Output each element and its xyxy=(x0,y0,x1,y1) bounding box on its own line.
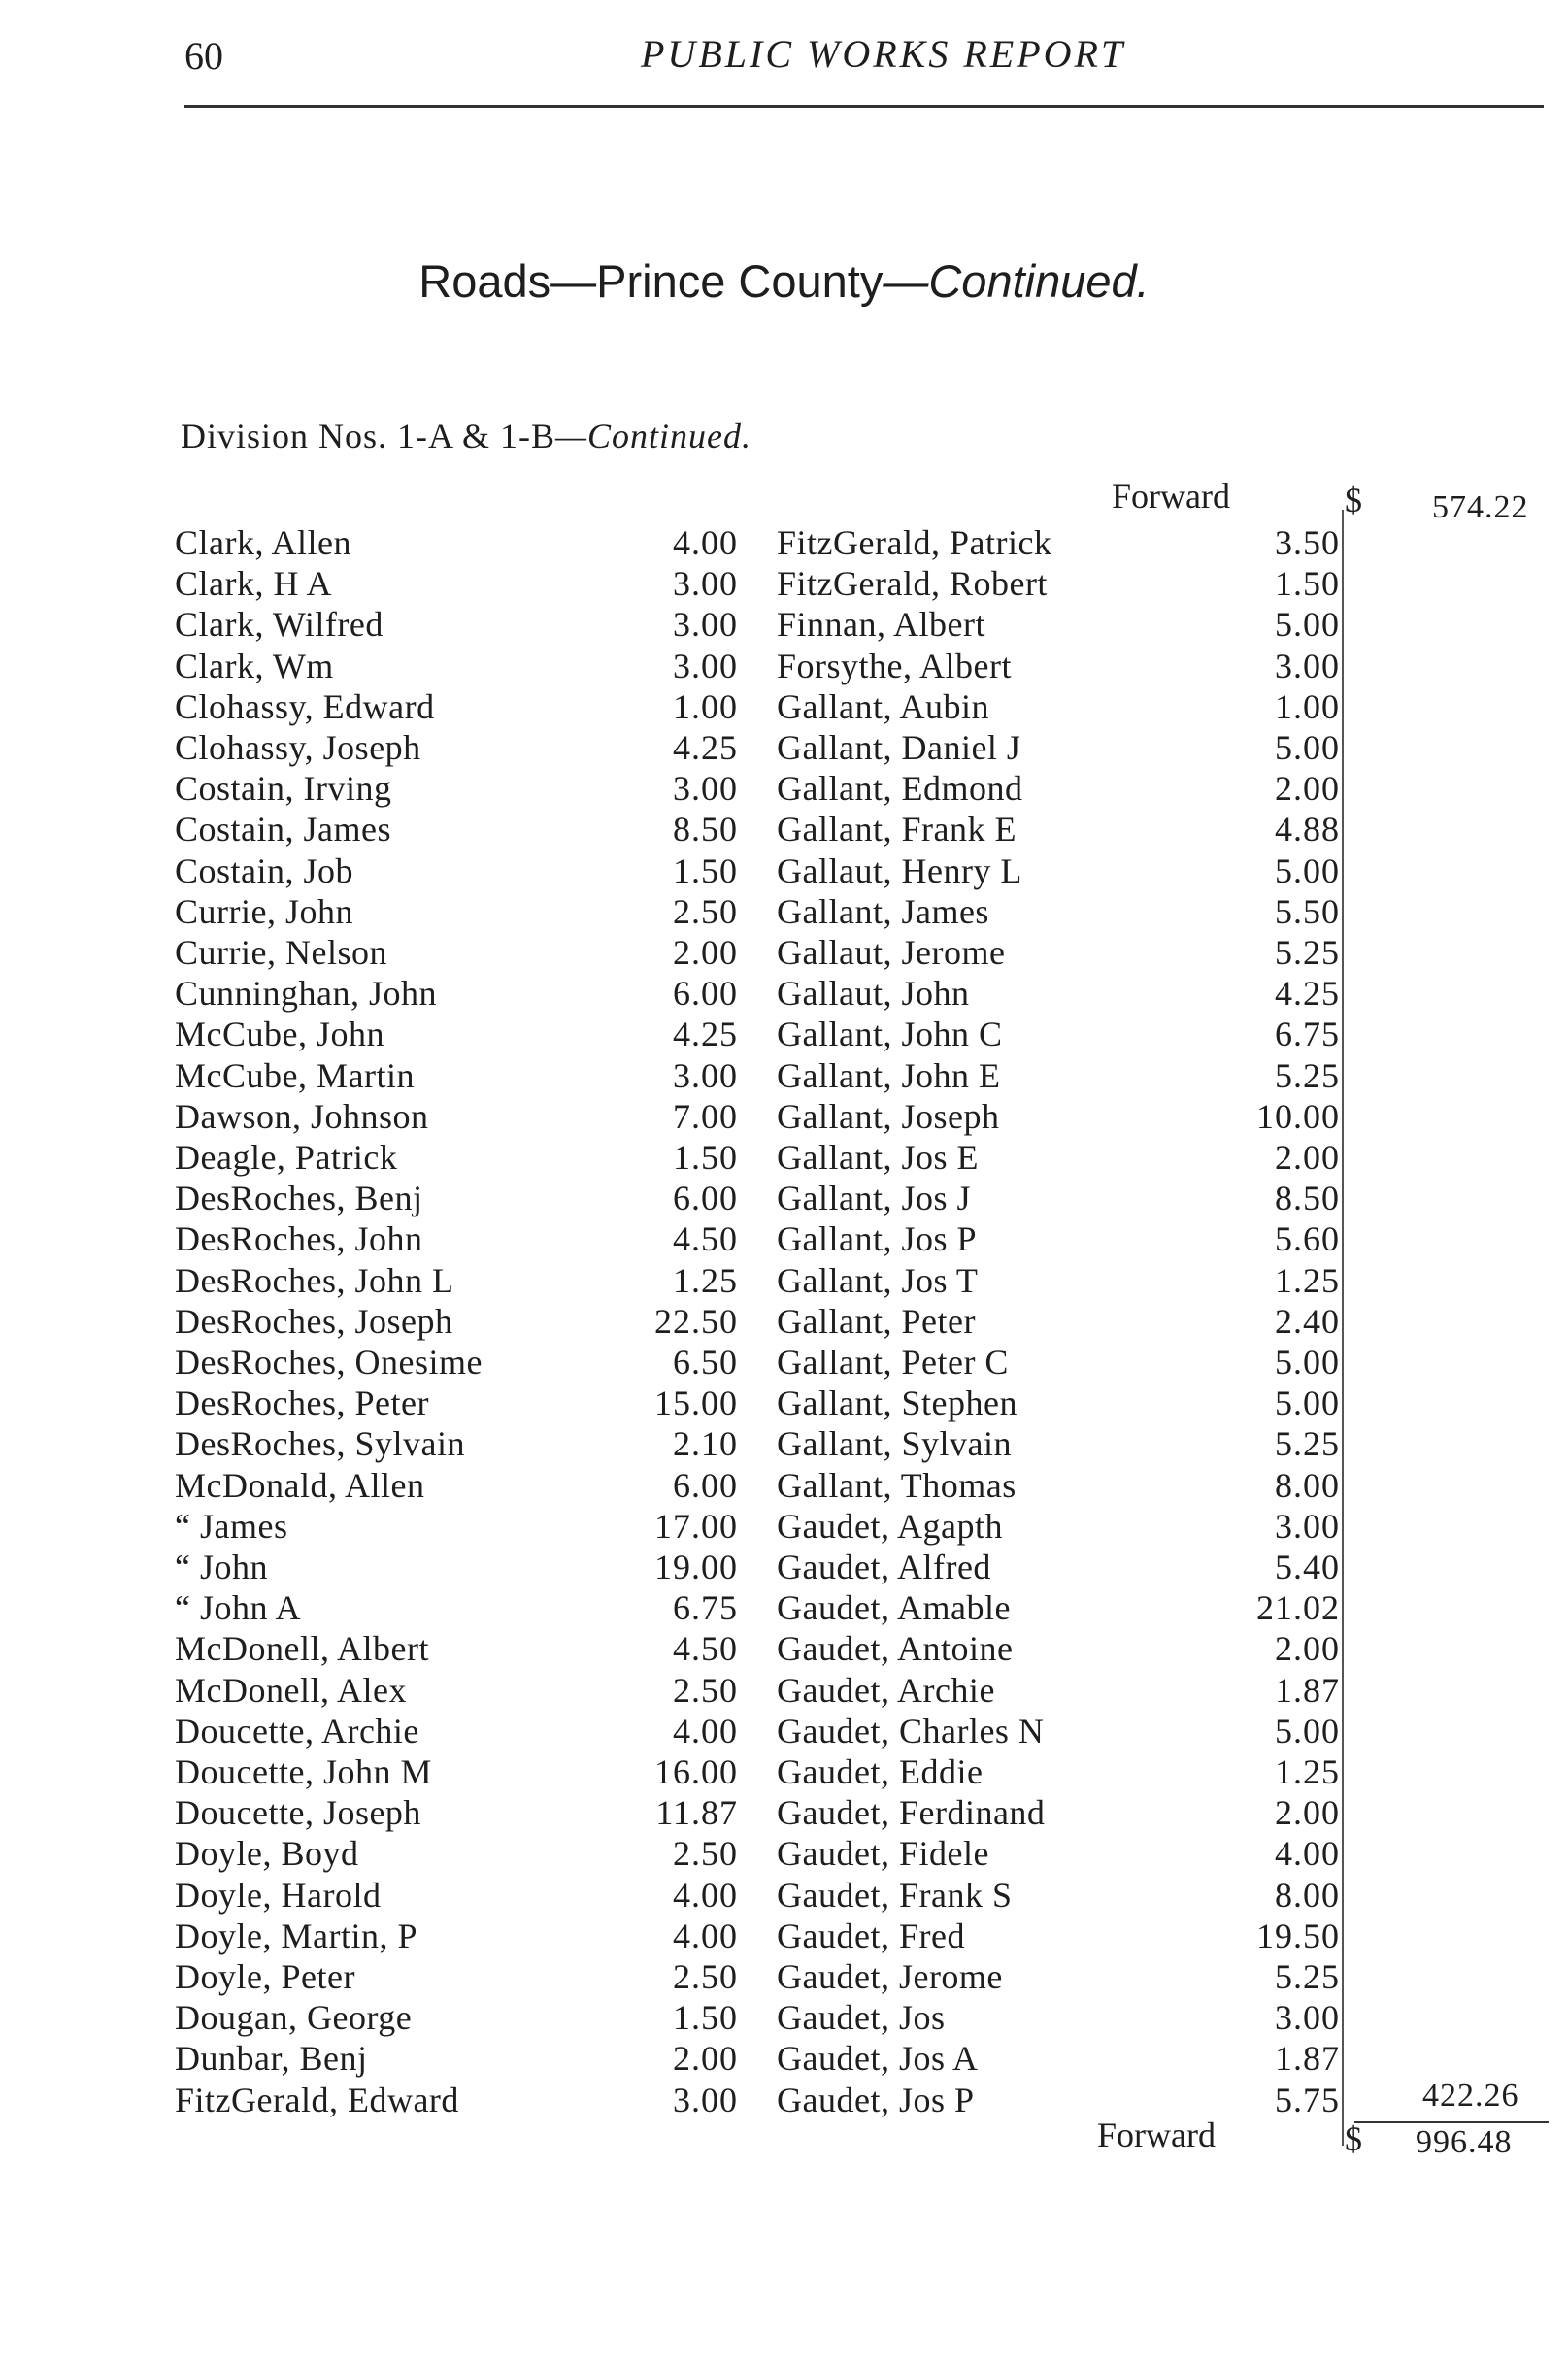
payee-name: “ James xyxy=(175,1506,288,1546)
payment-amount: 6.50 xyxy=(673,1343,738,1382)
payee-name: Clohassy, Edward xyxy=(175,686,435,726)
payee-name: DesRoches, Benj xyxy=(175,1179,423,1218)
payment-amount: 5.25 xyxy=(1275,1055,1340,1095)
left-column-row xyxy=(0,1547,738,1587)
payment-amount: 19.50 xyxy=(1256,1916,1340,1955)
payee-name: Gaudet, Fidele xyxy=(777,1834,989,1874)
left-column-row xyxy=(0,1833,738,1874)
payment-amount: 5.25 xyxy=(1275,933,1340,972)
right-column-row xyxy=(777,809,1340,850)
payee-name: “ John xyxy=(175,1548,268,1586)
payment-amount: 15.00 xyxy=(654,1383,738,1423)
right-column-row xyxy=(777,1218,1340,1259)
payment-amount: 2.00 xyxy=(673,933,738,972)
payee-name: DesRoches, Sylvain xyxy=(175,1424,465,1464)
payee-name: Gaudet, Antoine xyxy=(777,1629,1014,1669)
right-column-row xyxy=(777,522,1340,563)
forward-amount-top: 574.22 xyxy=(1432,489,1529,525)
left-column-row xyxy=(0,1997,738,2038)
right-column-row xyxy=(777,1383,1340,1423)
payee-name: Gallant, Jos T xyxy=(777,1260,979,1300)
left-column-row xyxy=(0,646,738,686)
left-column-row xyxy=(0,932,738,973)
payee-name: DesRoches, Peter xyxy=(175,1383,429,1423)
left-column-row xyxy=(0,2038,738,2079)
left-column-row xyxy=(0,1096,738,1137)
payment-amount: 6.00 xyxy=(673,1465,738,1505)
right-column-row xyxy=(777,686,1340,727)
right-column-row xyxy=(777,973,1340,1014)
division-heading xyxy=(181,416,751,456)
payee-name: FitzGerald, Edward xyxy=(175,2080,459,2119)
payment-amount: 4.25 xyxy=(673,728,738,767)
forward-label-top: Forward xyxy=(1112,477,1230,516)
payment-amount: 2.10 xyxy=(673,1424,738,1464)
payment-amount: 1.50 xyxy=(673,1998,738,2038)
payment-amount: 1.87 xyxy=(1275,2039,1340,2079)
payment-amount: 2.50 xyxy=(673,1670,738,1710)
payee-name: Gaudet, Alfred xyxy=(777,1548,991,1586)
left-column-row xyxy=(0,1711,738,1751)
payee-name: Doyle, Martin, P xyxy=(175,1916,417,1955)
payee-name: Gallant, Peter xyxy=(777,1301,976,1341)
payee-name: Gaudet, Charles N xyxy=(777,1711,1045,1750)
payment-amount: 11.87 xyxy=(655,1793,738,1833)
payment-amount: 5.40 xyxy=(1275,1548,1340,1586)
left-column-row xyxy=(0,2080,738,2120)
left-column-row xyxy=(0,1014,738,1054)
payee-name: “ John A xyxy=(175,1588,301,1628)
payee-name: McDonell, Alex xyxy=(175,1670,407,1710)
payee-name: Gallant, Aubin xyxy=(777,686,989,726)
payment-amount: 8.00 xyxy=(1275,1875,1340,1915)
payment-amount: 8.50 xyxy=(1275,1179,1340,1218)
payment-amount: 8.00 xyxy=(1275,1465,1340,1505)
payment-amount: 5.25 xyxy=(1275,1424,1340,1464)
right-column-row xyxy=(777,1711,1340,1751)
right-column-row xyxy=(777,563,1340,604)
right-column-row xyxy=(777,1916,1340,1956)
payment-amount: 4.00 xyxy=(673,1916,738,1955)
payment-amount: 3.00 xyxy=(1275,1998,1340,2038)
right-column-row xyxy=(777,1547,1340,1587)
right-column-row xyxy=(777,1833,1340,1874)
payee-name: Clark, Allen xyxy=(175,523,351,562)
payee-name: Costain, Job xyxy=(175,850,354,890)
payee-name: Doucette, Archie xyxy=(175,1711,419,1750)
payment-amount: 3.00 xyxy=(673,1055,738,1095)
right-column-row xyxy=(777,1096,1340,1137)
payment-amount: 6.75 xyxy=(1275,1015,1340,1054)
left-column-row xyxy=(0,1916,738,1956)
payment-amount: 5.00 xyxy=(1275,1711,1340,1750)
payee-name: Forsythe, Albert xyxy=(777,646,1012,685)
payee-name: Gallant, John C xyxy=(777,1015,1003,1054)
right-column-row xyxy=(777,2080,1340,2120)
payee-name: Gallant, Sylvain xyxy=(777,1424,1012,1464)
right-column-row xyxy=(777,768,1340,809)
payment-amount: 1.50 xyxy=(673,1138,738,1177)
payment-amount: 7.00 xyxy=(673,1096,738,1136)
right-column-row xyxy=(777,646,1340,686)
payment-amount: 6.75 xyxy=(673,1588,738,1628)
payee-name: Gallaut, Jerome xyxy=(777,933,1006,972)
payment-amount: 5.00 xyxy=(1275,605,1340,645)
left-column-row xyxy=(0,1301,738,1342)
payee-name: Gallant, Jos E xyxy=(777,1138,979,1177)
right-column-row xyxy=(777,1178,1340,1218)
payment-amount: 5.00 xyxy=(1275,1383,1340,1423)
left-column-row xyxy=(0,1670,738,1711)
payee-name: McCube, Martin xyxy=(175,1055,415,1095)
left-column-row xyxy=(0,1875,738,1916)
payee-name: Gallant, John E xyxy=(777,1055,1001,1095)
payment-amount: 2.00 xyxy=(1275,1793,1340,1833)
payee-name: Gaudet, Eddie xyxy=(777,1752,984,1791)
payment-amount: 2.50 xyxy=(673,1957,738,1996)
payee-name: Currie, John xyxy=(175,891,353,931)
payment-amount: 1.25 xyxy=(1275,1260,1340,1300)
payee-name: Gallant, Jos P xyxy=(777,1219,978,1259)
payee-name: DesRoches, John xyxy=(175,1219,423,1259)
left-column-row xyxy=(0,1260,738,1301)
payee-name: Clohassy, Joseph xyxy=(175,728,421,767)
right-column-row xyxy=(777,1628,1340,1669)
header-rule xyxy=(184,105,1544,108)
payee-name: Dunbar, Benj xyxy=(175,2039,368,2079)
right-column-row xyxy=(777,1997,1340,2038)
payment-amount: 3.00 xyxy=(1275,646,1340,685)
payee-name: Gallaut, Henry L xyxy=(777,850,1022,890)
left-column-row xyxy=(0,686,738,727)
payment-amount: 10.00 xyxy=(1256,1096,1340,1136)
left-column-row xyxy=(0,1587,738,1628)
left-column-row xyxy=(0,604,738,645)
left-column-row xyxy=(0,563,738,604)
right-column-row xyxy=(777,1423,1340,1464)
right-column-row xyxy=(777,727,1340,768)
left-column-row xyxy=(0,1792,738,1833)
right-column-row xyxy=(777,1670,1340,1711)
right-column-row xyxy=(777,2038,1340,2079)
payment-amount: 16.00 xyxy=(654,1752,738,1791)
payment-amount: 1.87 xyxy=(1275,1670,1340,1710)
payment-amount: 2.50 xyxy=(673,1834,738,1874)
payment-amount: 5.75 xyxy=(1275,2080,1340,2119)
forward-label-bottom: Forward xyxy=(1097,2116,1216,2154)
left-column-row xyxy=(0,727,738,768)
payee-name: Cunninghan, John xyxy=(175,974,438,1014)
right-column-row xyxy=(777,1342,1340,1383)
payee-name: Gaudet, Jerome xyxy=(777,1957,1003,1996)
payee-name: Gaudet, Archie xyxy=(777,1670,995,1710)
payee-name: McDonald, Allen xyxy=(175,1465,425,1505)
right-column-row xyxy=(777,604,1340,645)
payment-amount: 3.00 xyxy=(673,2080,738,2119)
right-column-row xyxy=(777,1260,1340,1301)
payment-amount: 3.00 xyxy=(673,605,738,645)
payment-amount: 1.25 xyxy=(1275,1752,1340,1791)
payment-amount: 6.00 xyxy=(673,1179,738,1218)
payment-amount: 3.00 xyxy=(673,646,738,685)
page-subtotal: 422.26 xyxy=(1422,2078,1519,2114)
right-column-row xyxy=(777,1956,1340,1997)
subtotal-rule xyxy=(1354,2121,1549,2123)
payment-amount: 1.50 xyxy=(673,850,738,890)
payment-amount: 5.00 xyxy=(1275,1343,1340,1382)
payee-name: Gallant, Frank E xyxy=(777,810,1017,850)
left-column-row xyxy=(0,1423,738,1464)
left-column-row xyxy=(0,891,738,932)
payment-amount: 2.40 xyxy=(1275,1301,1340,1341)
payment-amount: 19.00 xyxy=(654,1548,738,1586)
payee-name: Dawson, Johnson xyxy=(175,1096,429,1136)
left-column-row xyxy=(0,850,738,891)
right-column-row xyxy=(777,1792,1340,1833)
payment-amount: 5.25 xyxy=(1275,1957,1340,1996)
left-column-row xyxy=(0,973,738,1014)
payee-name: Gallant, Stephen xyxy=(777,1383,1018,1423)
left-column-row xyxy=(0,1342,738,1383)
payee-name: Doyle, Peter xyxy=(175,1957,355,1996)
right-column-row xyxy=(777,1465,1340,1506)
payment-amount: 4.00 xyxy=(673,1711,738,1750)
left-column-row xyxy=(0,1956,738,1997)
payment-amount: 5.00 xyxy=(1275,728,1340,767)
currency-symbol-bottom: $ xyxy=(1345,2119,1362,2158)
title-continued: —Continued. xyxy=(883,255,1150,307)
payee-name: Gaudet, Frank S xyxy=(777,1875,1013,1915)
page-title xyxy=(0,254,1568,308)
forward-amount-bottom: 996.48 xyxy=(1416,2124,1513,2160)
payee-name: Gaudet, Jos xyxy=(777,1998,946,2038)
payment-amount: 3.00 xyxy=(673,564,738,604)
payee-name: Gallant, Joseph xyxy=(777,1096,1000,1136)
payment-amount: 2.00 xyxy=(673,2039,738,2079)
right-column-row xyxy=(777,1587,1340,1628)
payment-amount: 22.50 xyxy=(654,1301,738,1341)
payee-name: Gallant, James xyxy=(777,891,989,931)
right-column-row xyxy=(777,1014,1340,1054)
left-column-row xyxy=(0,1506,738,1547)
left-column-row xyxy=(0,809,738,850)
left-column-row xyxy=(0,1465,738,1506)
payment-amount: 4.00 xyxy=(673,1875,738,1915)
left-column-row xyxy=(0,522,738,563)
running-head: PUBLIC WORKS REPORT xyxy=(641,32,1126,76)
payment-amount: 2.00 xyxy=(1275,1138,1340,1177)
payee-name: Doyle, Harold xyxy=(175,1875,382,1915)
left-column-row xyxy=(0,1751,738,1792)
payee-name: Gallant, Edmond xyxy=(777,769,1023,809)
currency-symbol-top: $ xyxy=(1345,481,1362,519)
payment-amount: 17.00 xyxy=(654,1506,738,1546)
payee-name: Deagle, Patrick xyxy=(175,1138,398,1177)
payee-name: Clark, H A xyxy=(175,564,332,604)
payee-name: FitzGerald, Patrick xyxy=(777,523,1052,562)
payee-name: DesRoches, Joseph xyxy=(175,1301,453,1341)
payee-name: Gaudet, Amable xyxy=(777,1588,1011,1628)
payee-name: Dougan, George xyxy=(175,1998,413,2038)
payee-name: Gaudet, Ferdinand xyxy=(777,1793,1046,1833)
payment-amount: 8.50 xyxy=(673,810,738,850)
payee-name: Finnan, Albert xyxy=(777,605,985,645)
payee-name: FitzGerald, Robert xyxy=(777,564,1048,604)
right-column-row xyxy=(777,1137,1340,1178)
payment-amount: 1.25 xyxy=(673,1260,738,1300)
payee-name: Gaudet, Fred xyxy=(777,1916,965,1955)
payment-amount: 4.88 xyxy=(1275,810,1340,850)
payee-name: Costain, Irving xyxy=(175,769,392,809)
payment-amount: 5.60 xyxy=(1275,1219,1340,1259)
payment-amount: 4.50 xyxy=(673,1219,738,1259)
payee-name: Currie, Nelson xyxy=(175,933,387,972)
left-column-row xyxy=(0,1055,738,1096)
division-label: Division Nos. 1-A & 1-B xyxy=(181,417,556,455)
payment-amount: 3.00 xyxy=(673,769,738,809)
payee-name: DesRoches, John L xyxy=(175,1260,454,1300)
left-column-row xyxy=(0,1137,738,1178)
payment-amount: 4.00 xyxy=(673,523,738,562)
payment-amount: 6.00 xyxy=(673,974,738,1014)
payee-name: Gallaut, John xyxy=(777,974,970,1014)
payment-amount: 3.00 xyxy=(1275,1506,1340,1546)
left-column-row xyxy=(0,768,738,809)
division-continued: —Continued. xyxy=(555,417,752,455)
payee-name: Gallant, Daniel J xyxy=(777,728,1021,767)
payee-name: Clark, Wm xyxy=(175,646,334,685)
payment-amount: 2.00 xyxy=(1275,769,1340,809)
payee-name: Gaudet, Jos A xyxy=(777,2039,979,2079)
right-column-row xyxy=(777,1506,1340,1547)
payment-amount: 1.00 xyxy=(673,686,738,726)
payment-amount: 21.02 xyxy=(1256,1588,1340,1628)
right-column-row xyxy=(777,1055,1340,1096)
page-number: 60 xyxy=(184,34,223,78)
right-column-row xyxy=(777,1875,1340,1916)
left-column-row xyxy=(0,1383,738,1423)
left-column-row xyxy=(0,1628,738,1669)
payee-name: Gaudet, Agapth xyxy=(777,1506,1003,1546)
payment-amount: 1.00 xyxy=(1275,686,1340,726)
payee-name: Gallant, Jos J xyxy=(777,1179,971,1218)
right-column-row xyxy=(777,1751,1340,1792)
payment-amount: 1.50 xyxy=(1275,564,1340,604)
payment-amount: 5.00 xyxy=(1275,850,1340,890)
payee-name: Doucette, John M xyxy=(175,1752,432,1791)
payee-name: Gaudet, Jos P xyxy=(777,2080,975,2119)
payment-amount: 3.50 xyxy=(1275,523,1340,562)
payment-amount: 5.50 xyxy=(1275,891,1340,931)
payment-amount: 4.25 xyxy=(673,1015,738,1054)
payee-name: DesRoches, Onesime xyxy=(175,1343,483,1382)
amount-column-rule xyxy=(1342,510,1344,2146)
payment-amount: 4.25 xyxy=(1275,974,1340,1014)
payee-name: Gallant, Thomas xyxy=(777,1465,1017,1505)
payee-name: McDonell, Albert xyxy=(175,1629,429,1669)
payment-amount: 2.00 xyxy=(1275,1629,1340,1669)
payee-name: Costain, James xyxy=(175,810,391,850)
payee-name: Doucette, Joseph xyxy=(175,1793,421,1833)
right-column-row xyxy=(777,932,1340,973)
left-column-row xyxy=(0,1218,738,1259)
payment-amount: 2.50 xyxy=(673,891,738,931)
payee-name: Clark, Wilfred xyxy=(175,605,384,645)
right-column-row xyxy=(777,891,1340,932)
right-column-row xyxy=(777,850,1340,891)
payee-name: Gallant, Peter C xyxy=(777,1343,1009,1382)
title-main: Roads—Prince County xyxy=(418,255,884,307)
payee-name: McCube, John xyxy=(175,1015,384,1054)
payment-amount: 4.50 xyxy=(673,1629,738,1669)
payment-amount: 4.00 xyxy=(1275,1834,1340,1874)
payee-name: Doyle, Boyd xyxy=(175,1834,359,1874)
left-column-row xyxy=(0,1178,738,1218)
right-column-row xyxy=(777,1301,1340,1342)
